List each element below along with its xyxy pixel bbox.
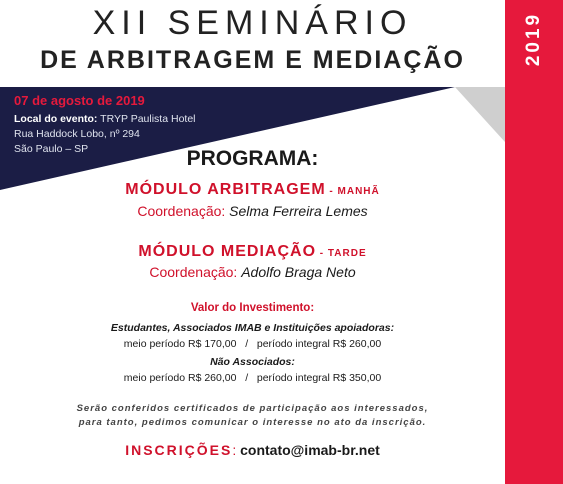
module-mediacao-coordination: Coordenação: Adolfo Braga Neto: [149, 264, 356, 280]
module-arbitragem-title: MÓDULO ARBITRAGEM - MANHÃ: [125, 181, 380, 198]
programa-heading: PROGRAMA:: [186, 147, 319, 170]
inscricoes-colon: :: [232, 442, 237, 458]
event-location: [14, 113, 196, 125]
inscricoes-label: INSCRIÇÕES: [125, 442, 233, 458]
year-label: 2019: [523, 11, 544, 67]
event-date: 07 de agosto de 2019: [14, 93, 145, 108]
investment-group-2-label: Não Associados:: [210, 356, 295, 368]
investment-group-1-prices: meio período R$ 170,00 / período integral R$ 260,00: [123, 338, 382, 350]
contact-email-link[interactable]: contato@imab-br.net: [236, 442, 380, 458]
certificate-note-line-1: Serão conferidos certificados de participação aos interessados,: [76, 403, 429, 414]
module-mediacao-title: MÓDULO MEDIAÇÃO - TARDE: [138, 243, 367, 260]
event-address: Rua Haddock Lobo, nº 294: [14, 128, 140, 140]
certificate-note-line-2: para tanto, pedimos comunicar o interesse no ato da inscrição.: [78, 417, 427, 428]
investment-group-1-label: Estudantes, Associados IMAB e Instituições apoiadoras:: [110, 322, 395, 334]
event-city: São Paulo – SP: [14, 143, 89, 155]
title-line-1: XII SEMINÁRIO: [92, 4, 413, 42]
investment-title: Valor do Investimento:: [190, 302, 315, 314]
location-label: Local do evento:: [14, 113, 98, 125]
grey-triangle: [455, 87, 505, 142]
investment-group-2-prices: meio período R$ 260,00 / período integral R$ 350,00: [123, 372, 382, 384]
location-value: TRYP Paulista Hotel: [100, 113, 196, 125]
inscricoes-line: [0, 442, 505, 458]
module-arbitragem-coordination: Coordenação: Selma Ferreira Lemes: [137, 203, 368, 219]
title-line-2: DE ARBITRAGEM E MEDIAÇÃO: [40, 46, 465, 74]
